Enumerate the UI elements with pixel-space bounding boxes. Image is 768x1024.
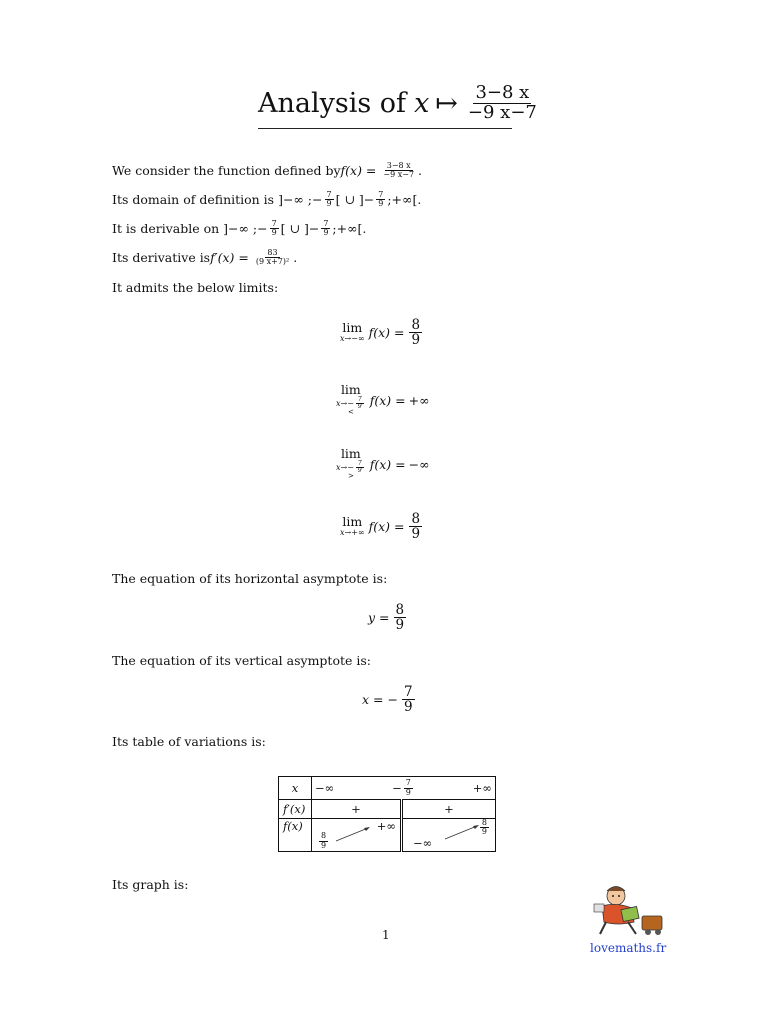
lim-sub-frac-num: 7 [357, 459, 362, 467]
derivative-lhs: f′(x) = [210, 250, 249, 266]
derivative-num: 83 [267, 248, 278, 257]
intro-end: . [418, 163, 423, 179]
h-asym-lhs: y = [368, 610, 390, 626]
domain-d2: 9 [378, 199, 384, 209]
lim-word: lim [342, 514, 363, 530]
domain-end: ;+∞[. [387, 192, 422, 208]
lim-word: lim [340, 446, 361, 461]
x-minus-infinity: −∞ [315, 781, 335, 795]
derivable-frac1 [270, 220, 279, 238]
v-asymptote-equation [362, 685, 417, 714]
v-asym-lhs: x = − [362, 692, 398, 708]
right-end-value [480, 819, 489, 837]
limit-left-of-pole [336, 384, 430, 416]
intro-fraction [381, 162, 416, 180]
h-asym-den: 9 [395, 617, 405, 634]
lim-sub-text: x→− [336, 398, 354, 408]
lim-operator [340, 322, 365, 343]
lim-value [409, 318, 422, 347]
left-start-value [319, 832, 328, 850]
lim-lhs: f(x) = [369, 392, 406, 408]
h-asym-num: 8 [395, 602, 405, 618]
derivable-end: ;+∞[. [332, 221, 367, 237]
fprime-sign-left: + [312, 800, 402, 819]
lim-operator [336, 448, 366, 480]
left-start-num: 8 [321, 831, 327, 841]
lim-sub-frac-den: 9 [357, 402, 362, 410]
intro-lhs: f(x) = [340, 163, 377, 179]
lim-operator [336, 384, 366, 416]
lim-value: +∞ [408, 392, 430, 408]
title-fraction [466, 84, 539, 123]
v-asymptote-intro: The equation of its vertical asymptote is: [112, 653, 371, 668]
lim-side: < [347, 408, 354, 417]
x-pole-sign: − [392, 781, 402, 795]
title-var: x [414, 87, 430, 119]
x-values-cell [312, 777, 496, 800]
lim-operator [340, 516, 365, 537]
lim-lhs: f(x) = [368, 325, 405, 341]
lovemaths-logo [588, 882, 668, 938]
intro-num: 3−8 x [386, 161, 411, 170]
v-asym-num: 7 [403, 684, 413, 700]
domain-n1: 7 [326, 190, 332, 199]
lim-sub: x→+∞ [340, 527, 365, 537]
title-arrow: ↦ [435, 87, 458, 119]
domain-text: Its domain of definition is ]−∞ ;− [112, 192, 323, 208]
row-label-fprime: f′(x) [279, 800, 312, 819]
variation-table [278, 776, 496, 852]
intro-den: −9 x−7 [383, 170, 415, 180]
derivable-frac2 [321, 220, 330, 238]
lim-value-den: 9 [411, 526, 421, 543]
table-row-fprime [279, 800, 496, 819]
fprime-sign-right: + [402, 800, 496, 819]
domain-mid: [ ∪ ]− [335, 192, 375, 208]
page-number: 1 [382, 928, 390, 942]
graph-intro: Its graph is: [112, 877, 189, 892]
title-denominator: −9 x−7 [467, 101, 537, 123]
lim-value: −∞ [408, 456, 430, 472]
h-asymptote-intro: The equation of its horizontal asymptote is: [112, 571, 388, 586]
title-rule [258, 128, 512, 129]
h-asym-frac [394, 603, 407, 632]
title-numerator: 3−8 x [475, 82, 530, 103]
right-end-den: 9 [481, 827, 487, 837]
derivative-den: (9 x+7)² [255, 257, 290, 267]
lim-lhs: f(x) = [369, 456, 406, 472]
lim-sub-frac [356, 397, 364, 411]
page-title [258, 84, 541, 123]
domain-frac1 [325, 191, 334, 209]
derivable-n2: 7 [323, 219, 329, 228]
limit-minus-infinity [340, 318, 424, 347]
left-end-value: +∞ [376, 819, 396, 833]
x-plus-infinity: +∞ [472, 781, 492, 795]
derivative-end: . [293, 250, 298, 266]
limit-plus-infinity [340, 512, 424, 541]
lim-word: lim [342, 320, 363, 336]
table-row-f [279, 819, 496, 852]
domain-line [112, 191, 421, 209]
lim-value-den: 9 [411, 332, 421, 349]
x-pole [392, 779, 415, 797]
lim-word: lim [340, 382, 361, 397]
lim-side: > [347, 472, 354, 481]
domain-d1: 9 [326, 199, 332, 209]
f-variation-left [312, 819, 402, 852]
right-end-num: 8 [481, 818, 487, 827]
f-variation-right [402, 819, 496, 852]
lim-sub: x→−∞ [340, 333, 365, 343]
derivative-line [112, 249, 297, 267]
limits-intro: It admits the below limits: [112, 280, 279, 295]
intro-text: We consider the function defined by [112, 163, 341, 179]
limit-right-of-pole [336, 448, 430, 480]
derivable-line [112, 220, 366, 238]
lim-lhs: f(x) = [368, 519, 405, 535]
derivative-fraction [254, 249, 291, 267]
lim-sub-frac [356, 461, 364, 475]
left-start-den: 9 [321, 840, 327, 850]
lim-sub-text: x→− [336, 462, 354, 472]
h-asymptote-equation [368, 603, 408, 632]
lim-sub-frac-den: 9 [357, 466, 362, 474]
lim-value-num: 8 [411, 317, 421, 333]
derivable-text: It is derivable on ]−∞ ;− [112, 221, 268, 237]
increasing-arrow [334, 825, 372, 843]
derivable-mid: [ ∪ ]− [280, 221, 320, 237]
derivable-d1: 9 [271, 228, 277, 238]
domain-frac2 [376, 191, 385, 209]
v-asym-frac [402, 685, 415, 714]
lim-value-num: 8 [411, 511, 421, 527]
domain-n2: 7 [378, 190, 384, 199]
x-pole-den: 9 [405, 787, 411, 797]
right-start-value: −∞ [413, 836, 433, 850]
row-label-x: x [279, 777, 312, 800]
x-pole-num: 7 [405, 778, 411, 788]
lim-sub-frac-num: 7 [357, 395, 362, 403]
derivable-n1: 7 [271, 219, 277, 228]
row-label-f: f(x) [279, 819, 312, 852]
lim-value [409, 512, 422, 541]
derivative-text: Its derivative is [112, 250, 211, 266]
title-prefix: Analysis of [258, 87, 407, 119]
v-asym-den: 9 [403, 699, 413, 716]
derivable-d2: 9 [323, 228, 329, 238]
table-intro: Its table of variations is: [112, 734, 266, 749]
increasing-arrow [443, 823, 481, 841]
intro-line [112, 162, 422, 180]
table-row-x [279, 777, 496, 800]
site-link[interactable]: lovemaths.fr [590, 941, 667, 955]
x-pole-frac [404, 779, 413, 797]
